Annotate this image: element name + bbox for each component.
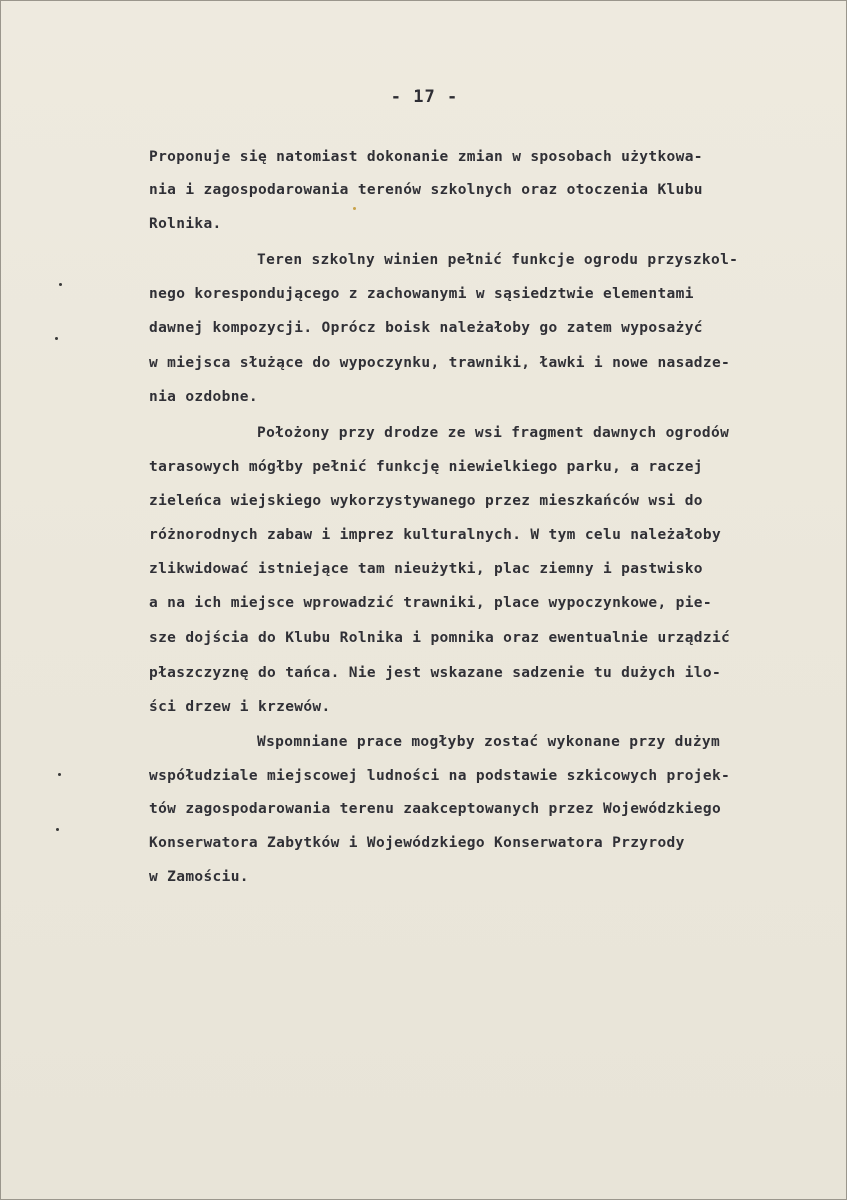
text-line: Rolnika. — [149, 216, 222, 232]
text-line: nia ozdobne. — [149, 389, 258, 405]
text-line: współudziale miejscowej ludności na podstawie szkicowych projek- — [149, 768, 731, 784]
text-line: Położony przy drodze ze wsi fragment dawnych ogrodów — [257, 425, 730, 441]
text-line: tów zagospodarowania terenu zaakceptowanych przez Wojewódzkiego — [149, 801, 722, 817]
paper-speck — [353, 207, 356, 210]
text-line: nego korespondującego z zachowanymi w sąsiedztwie elementami — [149, 286, 694, 302]
text-line: w miejsca służące do wypoczynku, trawniki, ławki i nowe nasadze- — [149, 355, 731, 371]
punch-mark — [56, 828, 59, 831]
text-line: Proponuje się natomiast dokonanie zmian w sposobach użytkowa- — [149, 149, 703, 165]
text-line: płaszczyznę do tańca. Nie jest wskazane sadzenie tu dużych ilo- — [149, 665, 722, 681]
text-line: zieleńca wiejskiego wykorzystywanego przez mieszkańców wsi do — [149, 493, 703, 509]
punch-mark — [55, 337, 58, 340]
text-line: sze dojścia do Klubu Rolnika i pomnika oraz ewentualnie urządzić — [149, 630, 731, 646]
punch-mark — [58, 773, 61, 776]
punch-mark — [59, 283, 62, 286]
text-line: ści drzew i krzewów. — [149, 699, 331, 715]
text-line: w Zamościu. — [149, 869, 249, 885]
text-line: Wspomniane prace mogłyby zostać wykonane przy dużym — [257, 734, 721, 750]
text-line: nia i zagospodarowania terenów szkolnych oraz otoczenia Klubu — [149, 182, 703, 198]
page-number: - 17 - — [390, 87, 459, 107]
text-line: tarasowych mógłby pełnić funkcję niewielkiego parku, a raczej — [149, 459, 703, 475]
text-line: dawnej kompozycji. Oprócz boisk należałoby go zatem wyposażyć — [149, 320, 703, 336]
text-line: zlikwidować istniejące tam nieużytki, plac ziemny i pastwisko — [149, 561, 703, 577]
text-line: Konserwatora Zabytków i Wojewódzkiego Konserwatora Przyrody — [149, 835, 685, 851]
text-line: różnorodnych zabaw i imprez kulturalnych. W tym celu należałoby — [149, 527, 722, 543]
text-line: a na ich miejsce wprowadzić trawniki, place wypoczynkowe, pie- — [149, 595, 712, 611]
text-line: Teren szkolny winien pełnić funkcje ogrodu przyszkol- — [257, 252, 739, 268]
